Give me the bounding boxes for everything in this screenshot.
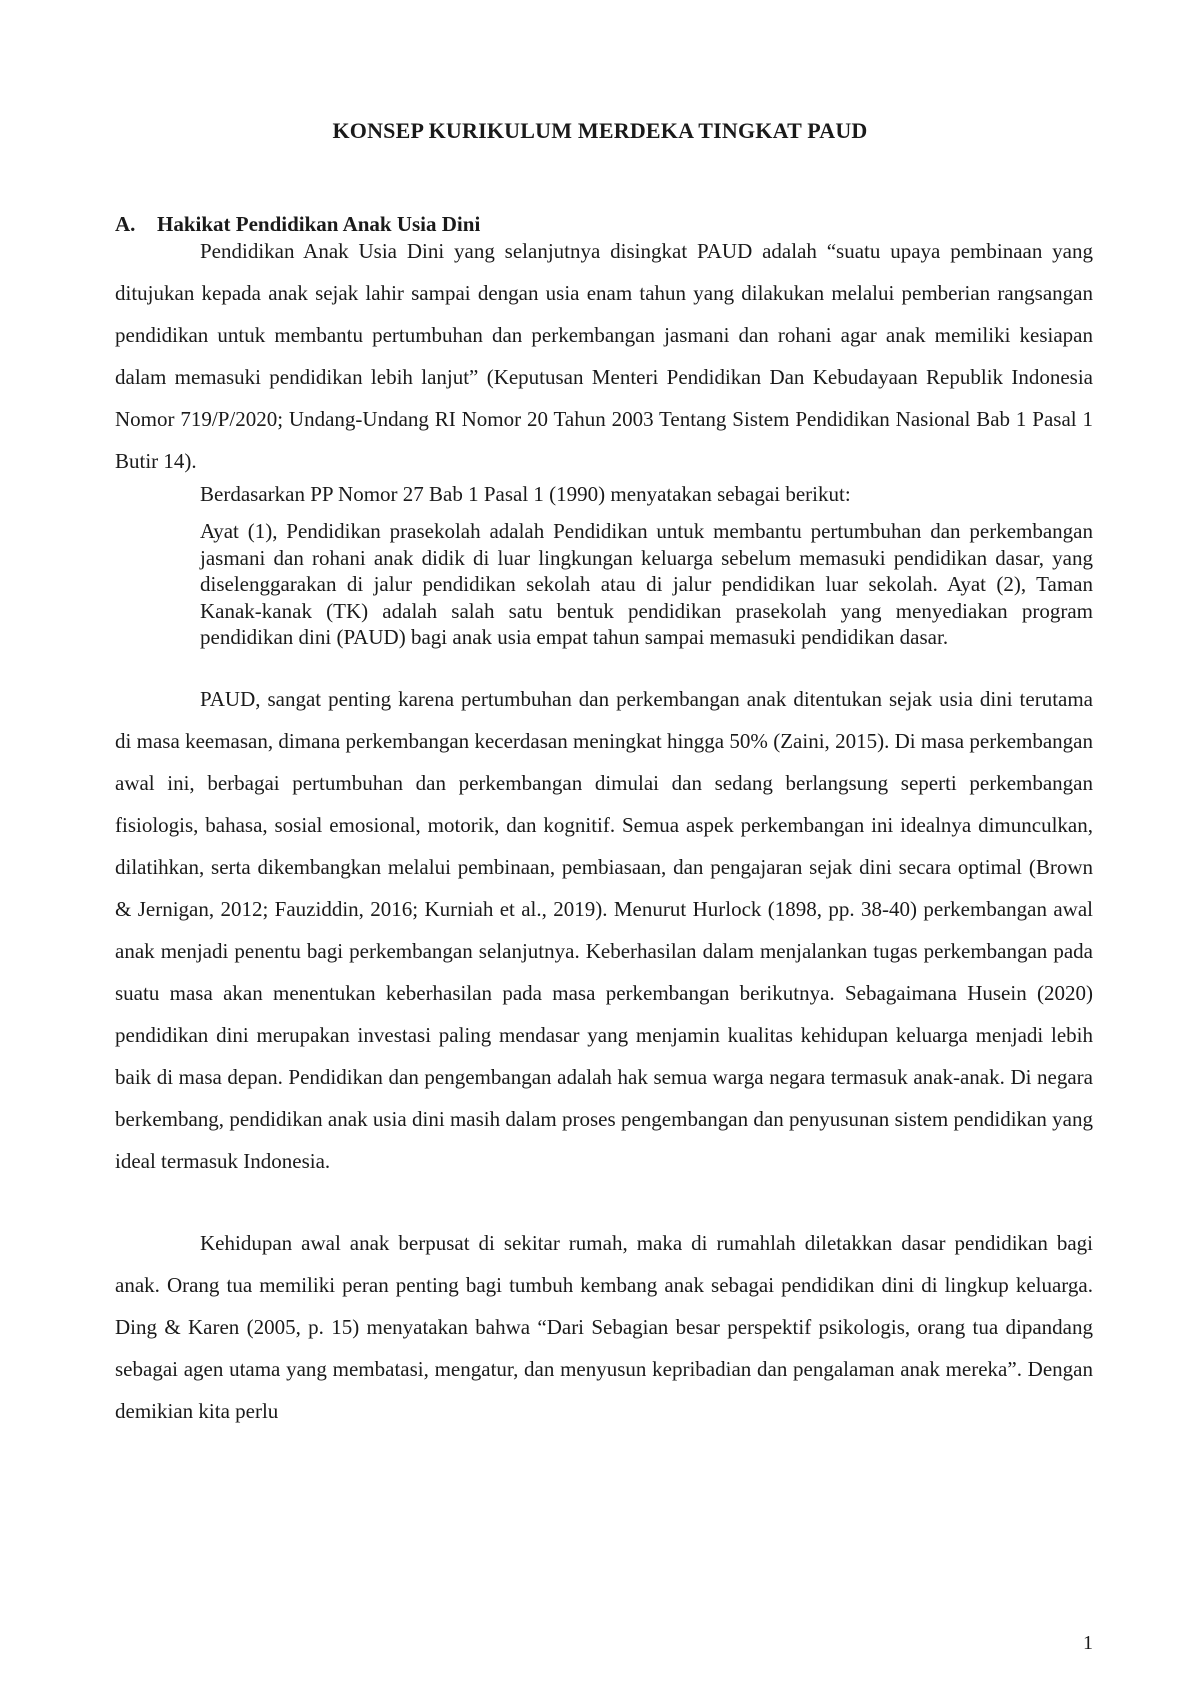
- paragraph-definition: Pendidikan Anak Usia Dini yang selanjutnya disingkat PAUD adalah “suatu upaya pembinaan yang ditujukan kepada anak sejak lahir sampai dengan usia enam tahun yang dilakukan melalui pemberian rangsangan pendidikan untuk membantu pertumbuhan dan perkembangan jasmani dan rohani agar anak memiliki kesiapan dalam memasuki pendidikan lebih lanjut” (Keputusan Menteri Pendidikan Dan Kebudayaan Republik Indonesia Nomor 719/P/2020; Undang-Undang RI Nomor 20 Tahun 2003 Tentang Sistem Pendidikan Nasional Bab 1 Pasal 1 Butir 14).: [115, 239, 1093, 473]
- block-quote: Ayat (1), Pendidikan prasekolah adalah Pendidikan untuk membantu pertumbuhan dan perkembangan jasmani dan rohani anak didik di luar lingkungan keluarga sebelum memasuki pendidikan dasar, yang diselenggarakan di jalur pendidikan sekolah atau di jalur pendidikan luar sekolah. Ayat (2), Taman Kanak-kanak (TK) adalah salah satu bentuk pendidikan prasekolah yang menyediakan program pendidikan dini (PAUD) bagi anak usia empat tahun sampai memasuki pendidikan dasar.: [200, 519, 1093, 649]
- document-title: KONSEP KURIKULUM MERDEKA TINGKAT PAUD: [332, 118, 868, 143]
- page-number: 1: [1083, 1632, 1093, 1654]
- quote-intro: Berdasarkan PP Nomor 27 Bab 1 Pasal 1 (1990) menyatakan sebagai berikut:: [200, 482, 851, 506]
- paragraph-importance: PAUD, sangat penting karena pertumbuhan dan perkembangan anak ditentukan sejak usia dini terutama di masa keemasan, dimana perkembangan kecerdasan meningkat hingga 50% (Zaini, 2015). Di masa perkembangan awal ini, berbagai pertumbuhan dan perkembangan dimulai dan sedang berlangsung seperti perkembangan fisiologis, bahasa, sosial emosional, motorik, dan kognitif. Semua aspek perkembangan ini idealnya dimunculkan, dilatihkan, serta dikembangkan melalui pembinaan, pembiasaan, dan pengajaran sejak dini secara optimal (Brown & Jernigan, 2012; Fauziddin, 2016; Kurniah et al., 2019). Menurut Hurlock (1898, pp. 38-40) perkembangan awal anak menjadi penentu bagi perkembangan selanjutnya. Keberhasilan dalam menjalankan tugas perkembangan pada suatu masa akan menentukan keberhasilan pada masa perkembangan berikutnya. Sebagaimana Husein (2020) pendidikan dini merupakan investasi paling mendasar yang menjamin kualitas kehidupan keluarga menjadi lebih baik di masa depan. Pendidikan dan pengembangan adalah hak semua warga negara termasuk anak-anak. Di negara berkembang, pendidikan anak usia dini masih dalam proses pengembangan dan penyusunan sistem pendidikan yang ideal termasuk Indonesia.: [115, 687, 1093, 1173]
- section-title: Hakikat Pendidikan Anak Usia Dini: [157, 212, 481, 236]
- paragraph-family-role: Kehidupan awal anak berpusat di sekitar rumah, maka di rumahlah diletakkan dasar pendidikan bagi anak. Orang tua memiliki peran penting bagi tumbuh kembang anak sebagai pendidikan dini di lingkup keluarga. Ding & Karen (2005, p. 15) menyatakan bahwa “Dari Sebagian besar perspektif psikologis, orang tua dipandang sebagai agen utama yang membatasi, mengatur, dan menyusun kepribadian dan pengalaman anak mereka”. Dengan demikian kita perlu: [115, 1231, 1093, 1423]
- section-number: A.: [115, 212, 136, 236]
